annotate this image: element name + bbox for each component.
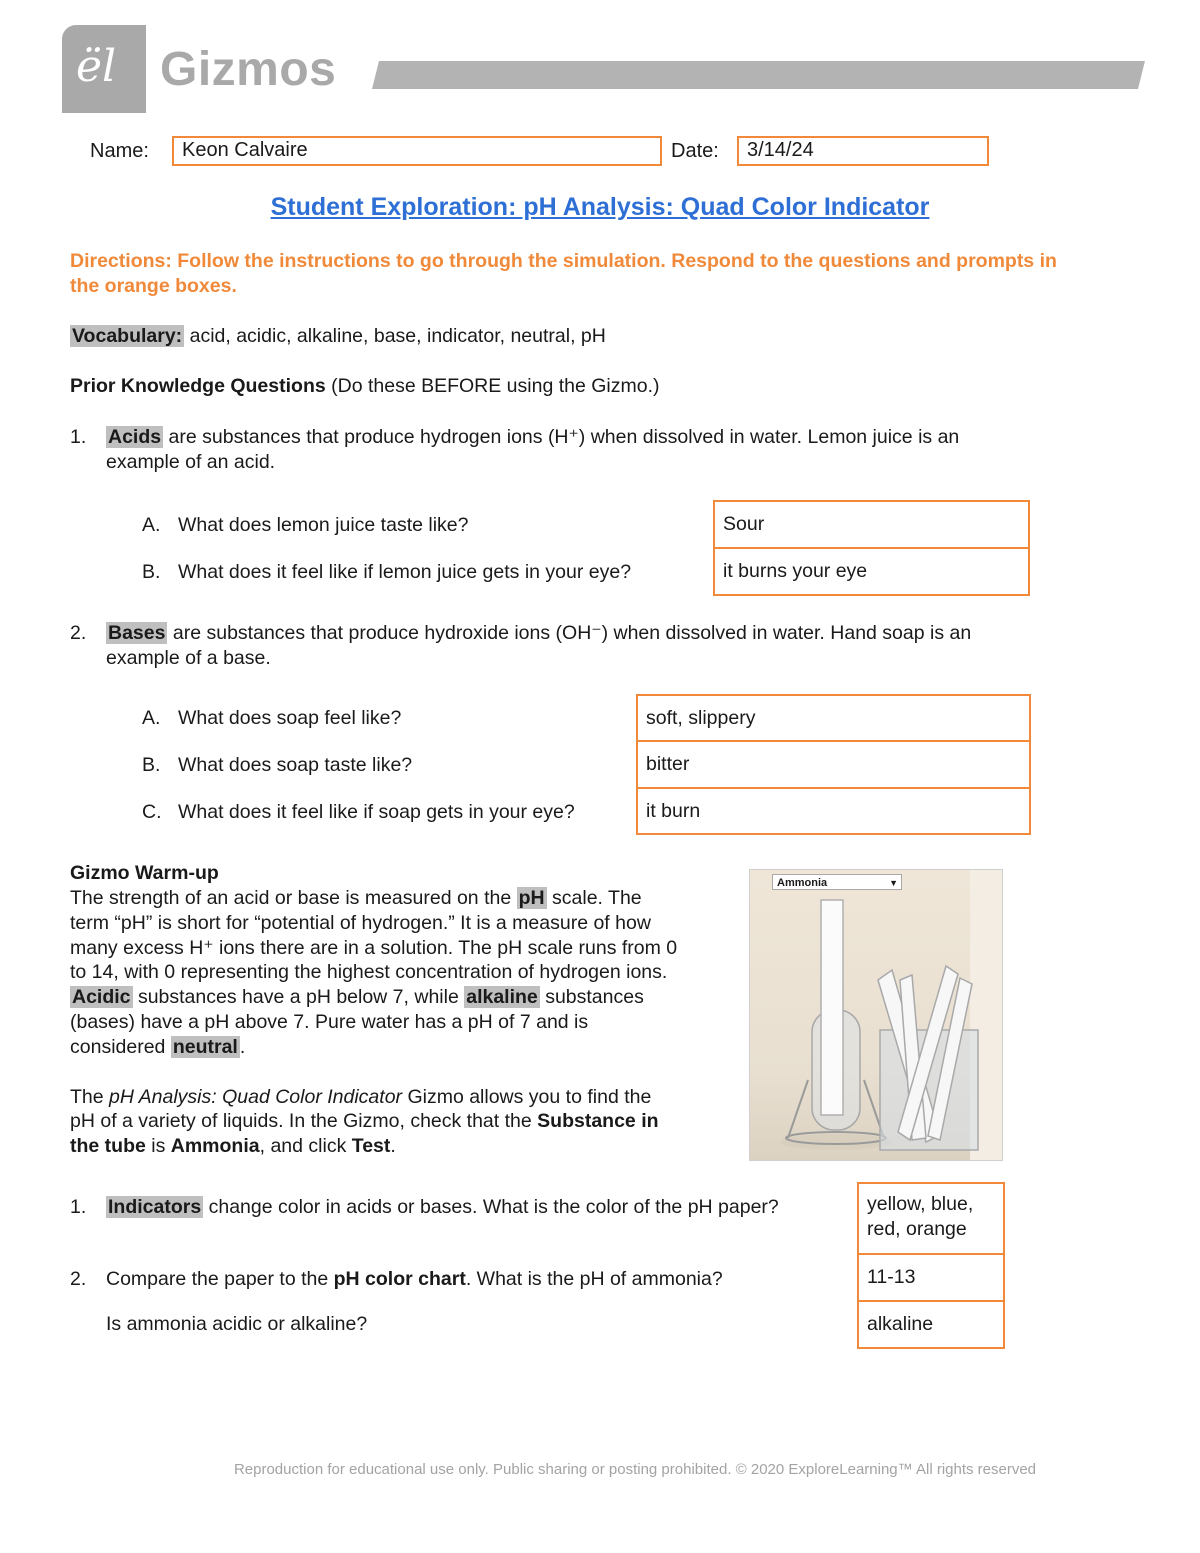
prior-knowledge-title: Prior Knowledge Questions — [70, 375, 326, 397]
logo-badge — [62, 25, 146, 113]
answer-line: red, orange — [867, 1218, 967, 1240]
warmup-line — [70, 1035, 245, 1060]
part-letter: A. — [142, 514, 161, 536]
gizmo-screenshot — [749, 869, 1003, 1161]
warmup-line: term “pH” is short for “potential of hydrogen.” It is a measure of how — [70, 912, 651, 934]
term-ph: pH — [518, 887, 545, 909]
question-number: 2. — [70, 1268, 87, 1290]
ph-color-chart-label: pH color chart — [333, 1268, 466, 1290]
warmup-line — [70, 985, 644, 1010]
warmup-text: Compare the paper to the — [106, 1268, 334, 1290]
term-alkaline: alkaline — [466, 986, 538, 1008]
term-neutral: neutral — [172, 1036, 238, 1058]
warmup-line — [70, 1109, 659, 1134]
warmup-line — [70, 886, 642, 911]
question-1-line1: are substances that produce hydrogen ions (H⁺) when dissolved in water. Lemon juice is an — [163, 426, 960, 448]
logo-glyph: ël — [76, 41, 117, 92]
question-2-text — [106, 621, 971, 646]
vocabulary-label: Vocabulary: — [72, 325, 183, 347]
brand-logo-text: Gizmos — [160, 43, 337, 96]
warmup-heading: Gizmo Warm-up — [70, 862, 219, 884]
question-2-line1: are substances that produce hydroxide ions (OH⁻) when dissolved in water. Hand soap is an — [167, 622, 972, 644]
warmup-text: substances have a pH below 7, while — [132, 986, 465, 1008]
warmup-text: is — [145, 1135, 171, 1157]
term-acidic: Acidic — [72, 986, 131, 1008]
test-label: Test — [351, 1135, 391, 1157]
question-number: 1. — [70, 1196, 87, 1218]
question-number: 1. — [70, 426, 87, 448]
question-2-line2: example of a base. — [106, 647, 271, 669]
question-2c-text: What does it feel like if soap gets in your eye? — [178, 801, 575, 823]
warmup-text: scale. The — [546, 887, 642, 909]
question-2b-text: What does soap taste like? — [178, 754, 413, 776]
part-letter: C. — [142, 801, 162, 823]
prior-knowledge-heading — [70, 374, 660, 399]
answer-box-1b[interactable]: it burns your eye — [713, 547, 1030, 596]
question-2a-text: What does soap feel like? — [178, 707, 402, 729]
warmup-text: . — [390, 1135, 396, 1157]
chevron-down-icon: ▼ — [889, 878, 898, 888]
substance-label-cont: the tube — [70, 1135, 146, 1157]
question-number: 2. — [70, 622, 87, 644]
page-title: Student Exploration: pH Analysis: Quad Color Indicator — [270, 193, 930, 221]
warmup-line — [70, 1085, 651, 1110]
term-bases: Bases — [108, 622, 166, 644]
gizmo-name: pH Analysis: Quad Color Indicator — [109, 1086, 403, 1108]
warmup-line: many excess H⁺ ions there are in a solution. The pH scale runs from 0 — [70, 937, 678, 959]
name-label: Name: — [90, 140, 149, 162]
date-field[interactable]: 3/14/24 — [737, 136, 989, 166]
answer-box-2c[interactable]: it burn — [636, 787, 1031, 835]
answer-box-1a[interactable]: Sour — [713, 500, 1030, 549]
warmup-text: , and click — [259, 1135, 352, 1157]
question-1a-text: What does lemon juice taste like? — [178, 514, 469, 536]
substance-label: Substance in — [537, 1110, 659, 1132]
warmup-text: Gizmo allows you to find the — [402, 1086, 652, 1108]
footer-copyright: Reproduction for educational use only. Public sharing or posting prohibited. © 2020 ExploreLearning™ All rights reserved — [233, 1461, 1037, 1478]
warmup-line — [70, 1134, 396, 1159]
test-tube-and-beaker-illustration — [750, 870, 1002, 1160]
question-1-text — [106, 425, 959, 450]
vocabulary-line — [70, 324, 606, 349]
ammonia-label: Ammonia — [170, 1135, 260, 1157]
answer-box-warmup-2b[interactable]: alkaline — [857, 1300, 1005, 1349]
warmup-text: pH of a variety of liquids. In the Gizmo, check that the — [70, 1110, 538, 1132]
part-letter: A. — [142, 707, 161, 729]
answer-box-2a[interactable]: soft, slippery — [636, 694, 1031, 742]
dropdown-value: Ammonia — [777, 877, 828, 889]
warmup-text: . — [239, 1036, 246, 1058]
prior-knowledge-note: (Do these BEFORE using the Gizmo.) — [325, 375, 660, 397]
warmup-text: substances — [539, 986, 644, 1008]
name-field[interactable]: Keon Calvaire — [172, 136, 662, 166]
term-acids: Acids — [108, 426, 162, 448]
answer-box-warmup-2[interactable]: 11-13 — [857, 1253, 1005, 1302]
warmup-line: (bases) have a pH above 7. Pure water has a pH of 7 and is — [70, 1011, 589, 1033]
answer-line: yellow, blue, — [867, 1193, 974, 1215]
warmup-text: . What is the pH of ammonia? — [465, 1268, 723, 1290]
part-letter: B. — [142, 754, 161, 776]
date-label: Date: — [671, 140, 719, 162]
question-1-line2: example of an acid. — [106, 451, 276, 473]
warmup-question-1-text: change color in acids or bases. What is the color of the pH paper? — [203, 1196, 779, 1218]
header-decorative-bar — [372, 61, 1145, 89]
question-1b-text: What does it feel like if lemon juice gets in your eye? — [178, 561, 632, 583]
warmup-text: considered — [70, 1036, 171, 1058]
term-indicators: Indicators — [108, 1196, 202, 1218]
directions-text: Directions: Follow the instructions to go through the simulation. Respond to the questions and prompts in the orange boxes. — [70, 250, 1057, 297]
warmup-line: to 14, with 0 representing the highest concentration of hydrogen ions. — [70, 961, 668, 983]
vocabulary-terms: acid, acidic, alkaline, base, indicator, neutral, pH — [184, 325, 606, 347]
warmup-question-1 — [106, 1195, 779, 1220]
warmup-text: The strength of an acid or base is measured on the — [70, 887, 517, 909]
part-letter: B. — [142, 561, 161, 583]
warmup-question-2 — [106, 1267, 723, 1292]
warmup-question-2-followup: Is ammonia acidic or alkaline? — [106, 1313, 368, 1335]
answer-box-2b[interactable]: bitter — [636, 740, 1031, 789]
answer-box-warmup-1[interactable] — [857, 1182, 1005, 1255]
warmup-text: The — [70, 1086, 110, 1108]
